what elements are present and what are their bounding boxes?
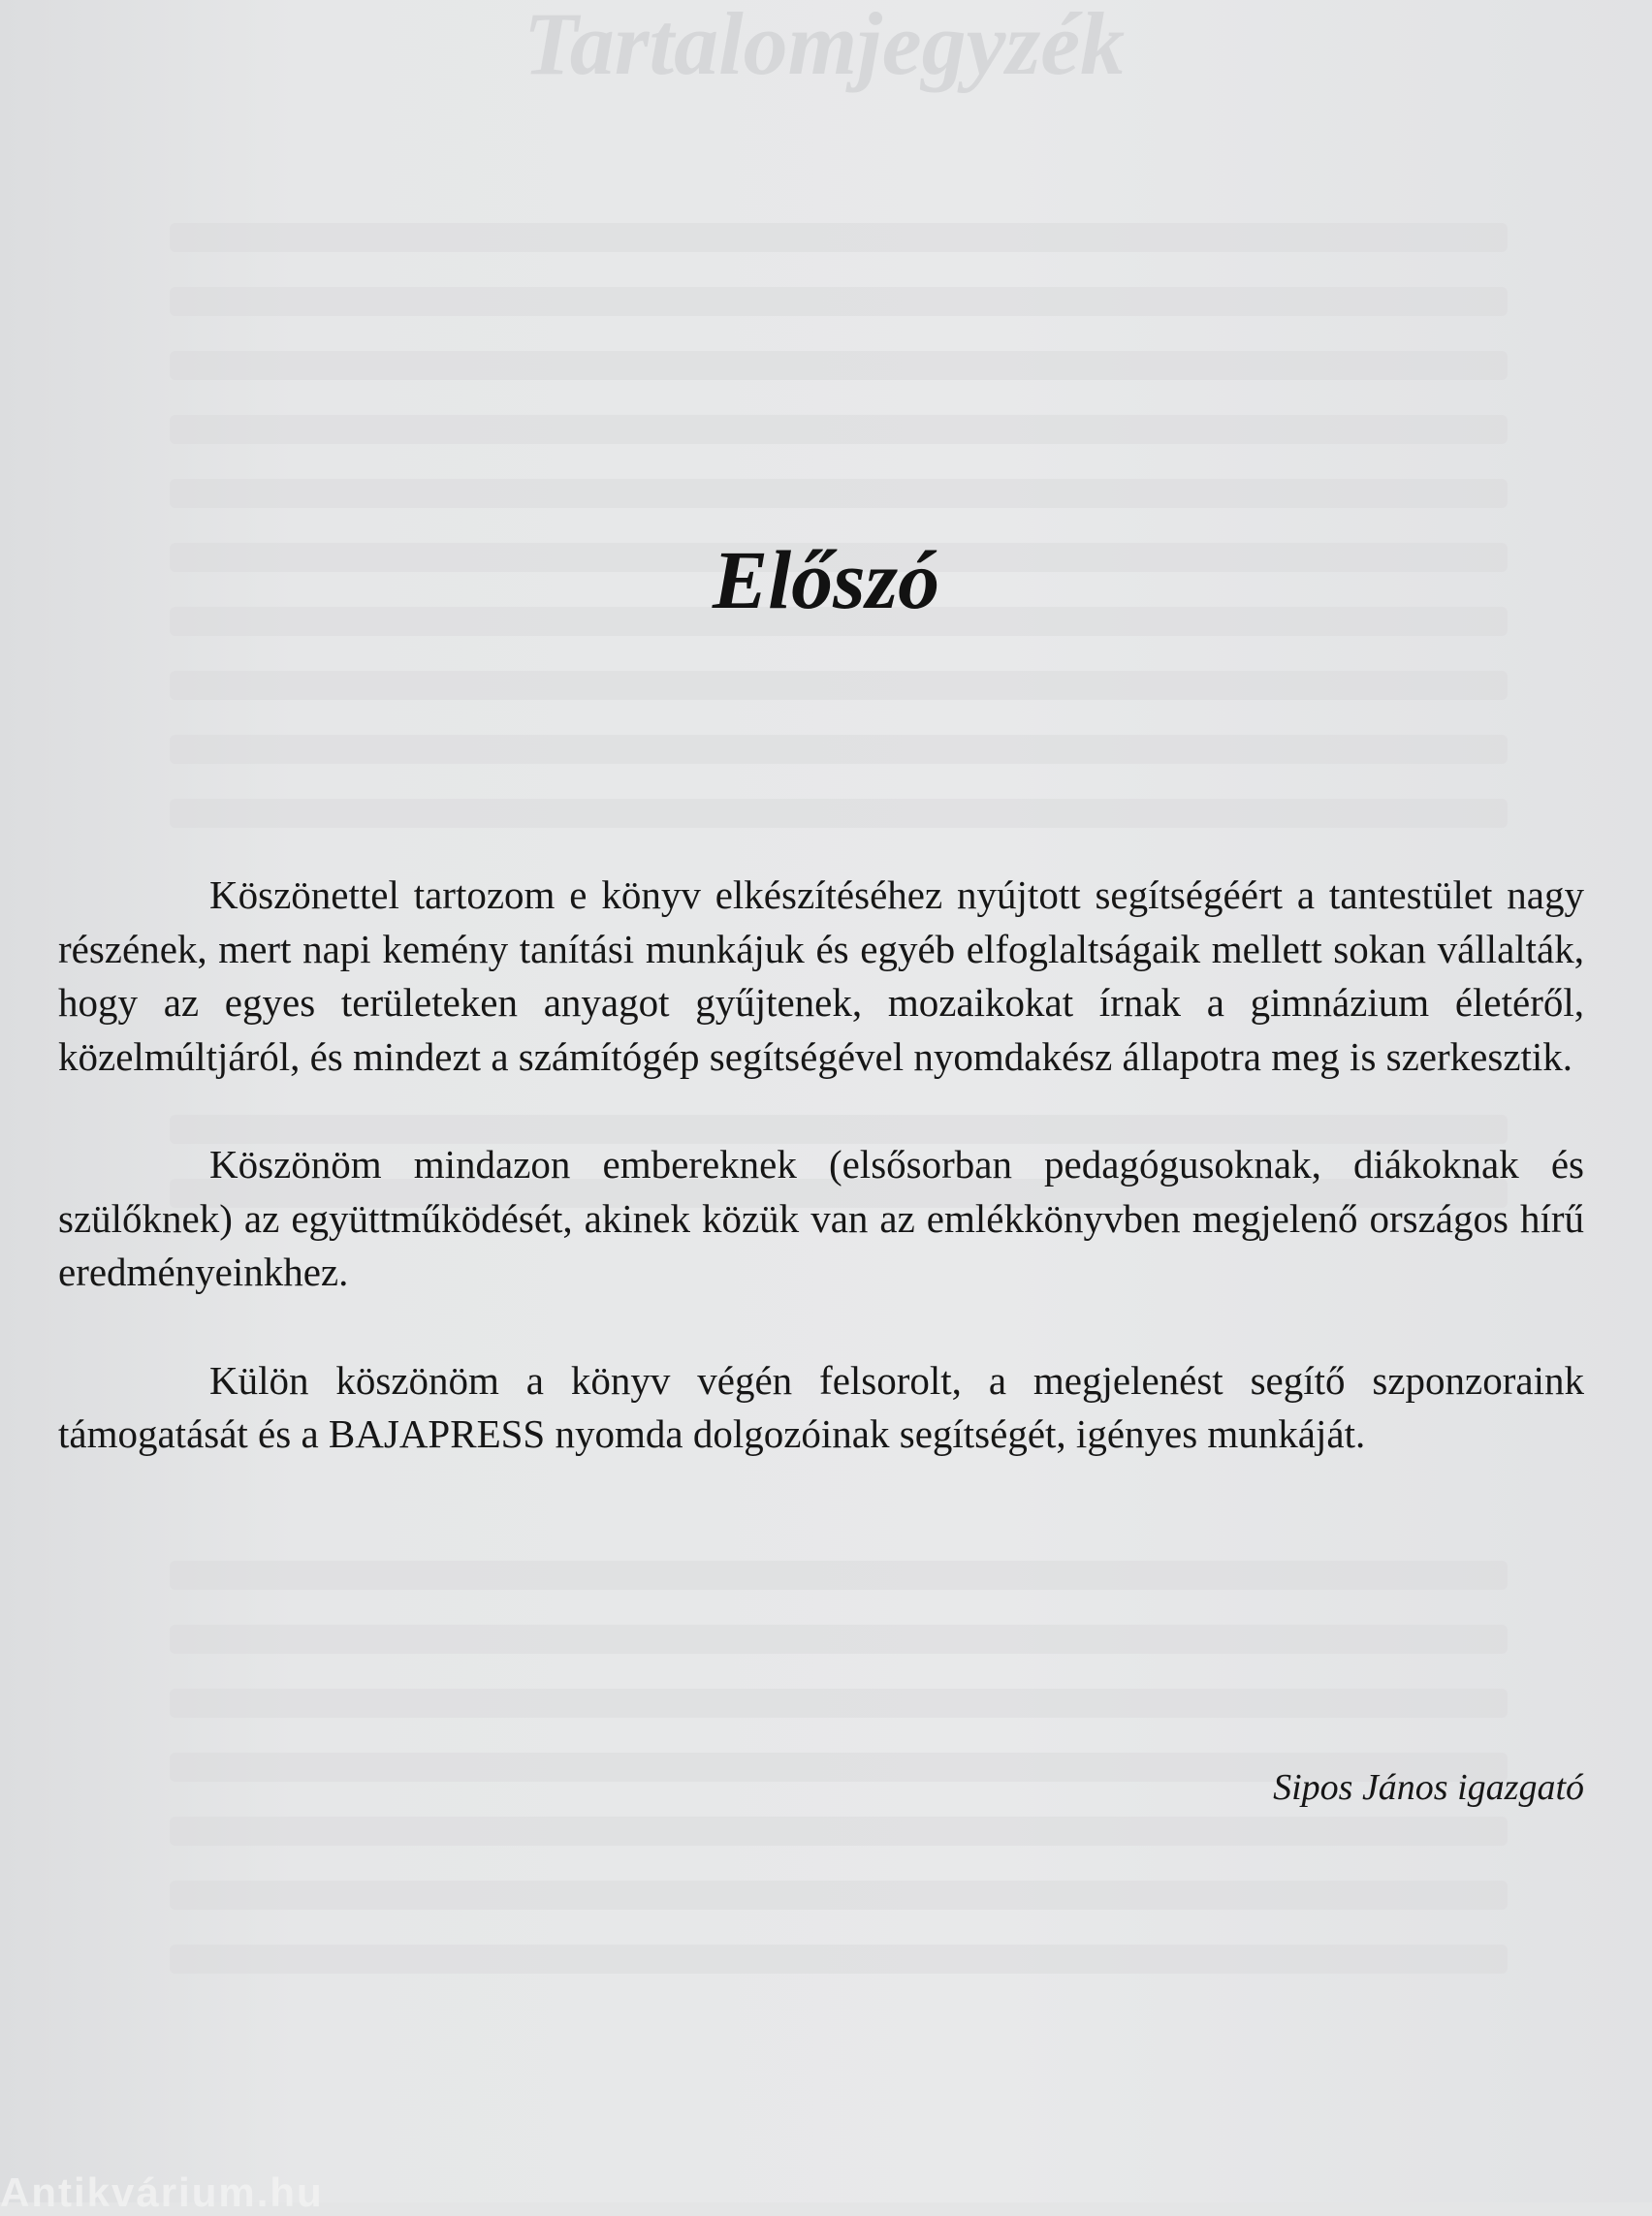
body-text xyxy=(58,869,1584,1516)
paragraph-1: Köszönettel tartozom e könyv elkészítéséhez nyújtott segítségéért a tantestület nagy részének, mert napi kemény tanítási munkájuk és egyéb elfoglaltságaik mellett sokan vállalták, hogy az egyes területeken anyagot gyűjtenek, mozaikokat írnak a gimnázium életéről, közelmúltjáról, és mindezt a számítógép segítségével nyomdakész állapotra meg is szerkesztik. xyxy=(58,872,1584,1079)
watermark: Antikvárium.hu xyxy=(0,2169,324,2215)
paragraph-3: Külön köszönöm a könyv végén felsorolt, a megjelenést segítő szponzoraink támogatását és a BAJAPRESS nyomda dolgozóinak segítségét, igényes munkáját. xyxy=(58,1357,1584,1456)
paragraph-2: Köszönöm mindazon embereknek (elsősorban pedagógusoknak, diákoknak és szülőknek) az együttműködését, akinek közük van az emlékkönyvben megjelenő országos hírű eredményeinkhez. xyxy=(58,1142,1584,1294)
page-title: Előszó xyxy=(712,533,940,626)
bleed-through-heading: Tartalomjegyzék xyxy=(524,0,1126,93)
signature: Sipos János igazgató xyxy=(1273,1767,1584,1808)
